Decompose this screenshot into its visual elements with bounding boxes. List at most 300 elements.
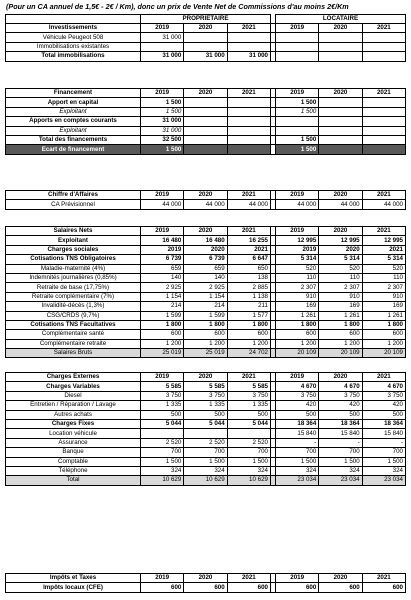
value-cell: 169 (362, 302, 405, 311)
value-cell: 2 307 (275, 283, 318, 292)
value-cell: 910 (362, 292, 405, 301)
value-cell: 23 034 (362, 476, 405, 485)
year-header-cell: 2020 (319, 373, 362, 382)
value-cell: 169 (275, 302, 318, 311)
value-cell: 3 750 (275, 391, 318, 400)
value-cell: 138 (227, 273, 270, 282)
value-cell: 12 995 (319, 236, 362, 245)
year-header-cell: 2019 (275, 373, 318, 382)
value-cell: 1 500 (362, 457, 405, 466)
year-header-cell: 2019 (141, 574, 184, 583)
table-row (6, 429, 406, 438)
value-cell: 500 (362, 410, 405, 419)
value-cell: 44 000 (319, 200, 362, 209)
year-header-cell: 2021 (227, 373, 270, 382)
year-header-cell: 2021 (362, 574, 405, 583)
value-cell: 2021 (362, 245, 405, 254)
table-row (6, 438, 406, 447)
value-cell: 44 000 (184, 200, 227, 209)
row-label: Impôts et Taxes (6, 574, 141, 583)
value-cell: 1 200 (227, 339, 270, 348)
value-cell: 700 (275, 448, 318, 457)
row-label: Assurance (6, 438, 141, 447)
value-cell: 12 995 (275, 236, 318, 245)
row-label: Maladie-maternité (4%) (6, 264, 141, 273)
table-row (6, 264, 406, 273)
value-cell: 15 840 (275, 429, 318, 438)
value-cell: 18 364 (275, 419, 318, 428)
value-cell: 520 (319, 264, 362, 273)
value-cell: 31 000 (141, 126, 184, 135)
year-header-cell: 2021 (227, 227, 270, 236)
value-cell (362, 33, 405, 42)
table-row (6, 466, 406, 475)
year-header-cell: 2021 (362, 89, 405, 98)
value-cell: 110 (319, 273, 362, 282)
value-cell (319, 98, 362, 107)
value-cell: 110 (362, 273, 405, 282)
section-table-salaires (5, 226, 406, 358)
value-cell (184, 145, 227, 154)
table-row (6, 373, 406, 382)
value-cell: 1 500 (227, 457, 270, 466)
row-label: Véhicule Peugeot 508 (6, 33, 141, 42)
value-cell: 600 (141, 330, 184, 339)
value-cell (319, 135, 362, 144)
value-cell: 16 480 (184, 236, 227, 245)
year-header-cell: 2021 (362, 227, 405, 236)
row-label: Comptable (6, 457, 141, 466)
value-cell: 1 800 (275, 320, 318, 329)
table-row (6, 574, 406, 583)
value-cell: 20 109 (319, 349, 362, 358)
section-table-impots (5, 573, 406, 593)
year-header-cell: 2020 (184, 89, 227, 98)
value-cell (362, 107, 405, 116)
value-cell (227, 33, 270, 42)
row-label: Cotisations TNS Obligatoires (6, 255, 141, 264)
row-label: Entretien / Réparation / Lavage (6, 401, 141, 410)
value-cell: 324 (319, 466, 362, 475)
value-cell (275, 126, 318, 135)
row-label: Retraite complémentaire (7%) (6, 292, 141, 301)
value-cell: 44 000 (141, 200, 184, 209)
row-label: CA Prévisionnel (6, 200, 141, 209)
value-cell: 1 335 (227, 401, 270, 410)
table-row (6, 457, 406, 466)
value-cell: 600 (227, 583, 270, 592)
value-cell: 700 (141, 448, 184, 457)
row-label: Exploitant (6, 107, 141, 116)
value-cell: 2019 (141, 245, 184, 254)
value-cell: 32 500 (141, 135, 184, 144)
row-label: Exploitant (6, 126, 141, 135)
row-label: Ecart de financement (6, 145, 141, 154)
value-cell (319, 107, 362, 116)
section-table-financement (5, 88, 406, 155)
value-cell: 23 034 (319, 476, 362, 485)
value-cell: 10 629 (227, 476, 270, 485)
value-cell (319, 33, 362, 42)
value-cell: 5 314 (362, 255, 405, 264)
table-row (6, 391, 406, 400)
value-cell: 5 314 (319, 255, 362, 264)
row-label: Indemnités journalières (0,85%) (6, 273, 141, 282)
table-row (6, 255, 406, 264)
value-cell: 44 000 (227, 200, 270, 209)
value-cell: 15 840 (319, 429, 362, 438)
value-cell: 31 000 (141, 52, 184, 61)
table-row (6, 117, 406, 126)
value-cell: 1 154 (184, 292, 227, 301)
value-cell: 324 (362, 466, 405, 475)
value-cell (362, 52, 405, 61)
row-label: Investissements (6, 24, 141, 33)
row-label: Total (6, 476, 141, 485)
table-row (6, 273, 406, 282)
table-row (6, 200, 406, 209)
value-cell: 2021 (227, 245, 270, 254)
group-header-proprietaire: PROPRIETAIRE (141, 15, 271, 24)
value-cell (227, 145, 270, 154)
value-cell: 1 500 (275, 107, 318, 116)
row-label: Chiffre d'Affaires (6, 191, 141, 200)
value-cell: 5 585 (227, 382, 270, 391)
year-header-cell: 2019 (275, 89, 318, 98)
value-cell: 5 044 (227, 419, 270, 428)
value-cell: 1 200 (141, 339, 184, 348)
value-cell: 31 000 (227, 52, 270, 61)
value-cell: 1 154 (141, 292, 184, 301)
value-cell: 4 670 (275, 382, 318, 391)
year-header-cell: 2021 (362, 24, 405, 33)
value-cell: 2019 (275, 245, 318, 254)
value-cell: 1 500 (275, 145, 318, 154)
year-header-cell: 2020 (184, 191, 227, 200)
value-cell: 700 (319, 448, 362, 457)
value-cell: 600 (275, 330, 318, 339)
row-label: Exploitant (6, 236, 141, 245)
table-row (6, 419, 406, 428)
value-cell: 1 200 (319, 339, 362, 348)
value-cell: 3 750 (319, 391, 362, 400)
value-cell (319, 126, 362, 135)
value-cell: 1 261 (319, 311, 362, 320)
table-row (6, 330, 406, 339)
value-cell: 659 (141, 264, 184, 273)
year-header-cell: 2020 (184, 227, 227, 236)
year-header-cell: 2021 (227, 191, 270, 200)
value-cell: 3 750 (184, 391, 227, 400)
value-cell: 500 (227, 410, 270, 419)
value-cell: 16 255 (227, 236, 270, 245)
row-label: Financement (6, 89, 141, 98)
value-cell: 4 670 (362, 382, 405, 391)
year-header-cell: 2019 (141, 373, 184, 382)
value-cell: 140 (184, 273, 227, 282)
value-cell: 1 500 (275, 135, 318, 144)
value-cell: 1 261 (275, 311, 318, 320)
row-label: CSG/CRDS (9,7%) (6, 311, 141, 320)
row-label: Salaires Bruts (6, 349, 141, 358)
year-header-cell: 2019 (275, 227, 318, 236)
value-cell: 1 500 (184, 457, 227, 466)
table-row (6, 42, 406, 51)
table-row (6, 320, 406, 329)
table-row (6, 24, 406, 33)
value-cell (227, 98, 270, 107)
row-label: Location véhicule (6, 429, 141, 438)
table-row (6, 311, 406, 320)
row-label: Immobilisations existantes (6, 42, 141, 51)
table-row (6, 135, 406, 144)
row-label: Autres achats (6, 410, 141, 419)
value-cell: 520 (362, 264, 405, 273)
value-cell: 500 (184, 410, 227, 419)
value-cell: 3 750 (141, 391, 184, 400)
value-cell: 324 (275, 466, 318, 475)
table-row (6, 107, 406, 116)
value-cell: 700 (184, 448, 227, 457)
year-header-cell: 2019 (141, 89, 184, 98)
value-cell (362, 135, 405, 144)
table-row (6, 583, 406, 592)
value-cell: 1 800 (362, 320, 405, 329)
value-cell: 659 (184, 264, 227, 273)
year-header-cell: 2020 (319, 24, 362, 33)
value-cell (184, 98, 227, 107)
value-cell: 600 (275, 583, 318, 592)
value-cell: 6 739 (141, 255, 184, 264)
value-cell: 600 (184, 583, 227, 592)
table-row (6, 410, 406, 419)
value-cell: 16 480 (141, 236, 184, 245)
value-cell: 700 (227, 448, 270, 457)
table-row (6, 283, 406, 292)
value-cell: 700 (362, 448, 405, 457)
row-label: Apports en comptes courants (6, 117, 141, 126)
value-cell: 1 261 (362, 311, 405, 320)
year-header-cell: 2021 (227, 24, 270, 33)
year-header-cell: 2020 (319, 227, 362, 236)
value-cell: 2 885 (227, 283, 270, 292)
year-header-cell: 2021 (362, 373, 405, 382)
value-cell: 18 364 (319, 419, 362, 428)
year-header-cell: 2019 (275, 24, 318, 33)
value-cell: 650 (227, 264, 270, 273)
row-label: Retraite de base (17,75%) (6, 283, 141, 292)
value-cell (227, 135, 270, 144)
value-cell: 31 000 (141, 33, 184, 42)
value-cell (362, 117, 405, 126)
year-header-cell: 2019 (141, 227, 184, 236)
value-cell: 1 800 (227, 320, 270, 329)
table-row (6, 448, 406, 457)
value-cell: 1 200 (275, 339, 318, 348)
table-row (6, 302, 406, 311)
value-cell (362, 145, 405, 154)
value-cell: 31 000 (141, 117, 184, 126)
value-cell: 324 (141, 466, 184, 475)
value-cell: 910 (319, 292, 362, 301)
value-cell: 1 500 (141, 145, 184, 154)
value-cell: 169 (319, 302, 362, 311)
table-row (6, 236, 406, 245)
value-cell: 5 044 (184, 419, 227, 428)
value-cell: 500 (275, 410, 318, 419)
value-cell: 140 (141, 273, 184, 282)
value-cell: 110 (275, 273, 318, 282)
value-cell: 600 (362, 583, 405, 592)
value-cell: 1 138 (227, 292, 270, 301)
group-header-locataire: LOCATAIRE (275, 15, 405, 24)
value-cell: 324 (184, 466, 227, 475)
value-cell: 1 500 (275, 457, 318, 466)
value-cell: 1 800 (319, 320, 362, 329)
row-label: Complémentaire santé (6, 330, 141, 339)
value-cell: 6 647 (227, 255, 270, 264)
value-cell (275, 117, 318, 126)
value-cell: 3 750 (227, 391, 270, 400)
value-cell: 1 500 (141, 107, 184, 116)
value-cell: 2 307 (362, 283, 405, 292)
value-cell: 25 019 (184, 349, 227, 358)
value-cell: 600 (184, 330, 227, 339)
value-cell: 1 577 (227, 311, 270, 320)
value-cell: 2020 (184, 245, 227, 254)
value-cell: 5 585 (141, 382, 184, 391)
value-cell: 2 520 (184, 438, 227, 447)
value-cell: 6 739 (184, 255, 227, 264)
value-cell: 1 800 (184, 320, 227, 329)
table-row (6, 126, 406, 135)
value-cell: 31 000 (184, 52, 227, 61)
row-label: Cotisations TNS Facultatives (6, 320, 141, 329)
value-cell: 12 995 (362, 236, 405, 245)
row-label: Charges Variables (6, 382, 141, 391)
value-cell: 1 500 (275, 98, 318, 107)
value-cell: 1 500 (319, 457, 362, 466)
value-cell (227, 126, 270, 135)
table-row (6, 145, 406, 154)
year-header-cell: 2020 (184, 373, 227, 382)
value-cell (184, 126, 227, 135)
value-cell (227, 42, 270, 51)
table-row (6, 98, 406, 107)
value-cell: 500 (141, 410, 184, 419)
value-cell: 10 629 (141, 476, 184, 485)
value-cell (319, 42, 362, 51)
year-header-cell: 2019 (275, 191, 318, 200)
row-label: Diesel (6, 391, 141, 400)
table-row (6, 227, 406, 236)
value-cell (141, 429, 184, 438)
value-cell: 10 629 (184, 476, 227, 485)
year-header-cell: 2020 (319, 574, 362, 583)
table-row (6, 245, 406, 254)
value-cell: 600 (319, 583, 362, 592)
value-cell: 20 109 (362, 349, 405, 358)
row-label: Total immobilisations (6, 52, 141, 61)
row-label: Apport en capital (6, 98, 141, 107)
row-label: Charges sociales (6, 245, 141, 254)
value-cell (227, 117, 270, 126)
value-cell: 420 (275, 401, 318, 410)
value-cell: 1 200 (184, 339, 227, 348)
value-cell (275, 33, 318, 42)
year-header-cell: 2020 (319, 89, 362, 98)
value-cell: 520 (275, 264, 318, 273)
value-cell: 1 599 (141, 311, 184, 320)
value-cell (227, 429, 270, 438)
section-table-ca (5, 190, 406, 210)
value-cell: 2 520 (141, 438, 184, 447)
row-label: Invalidité-décès (1,3%) (6, 302, 141, 311)
value-cell: 4 670 (319, 382, 362, 391)
value-cell (362, 98, 405, 107)
row-label: Complémentaire retraite (6, 339, 141, 348)
year-header-cell: 2020 (184, 574, 227, 583)
value-cell (319, 145, 362, 154)
value-cell: 44 000 (362, 200, 405, 209)
value-cell: 1 335 (141, 401, 184, 410)
value-cell: 20 109 (275, 349, 318, 358)
row-label: Banque (6, 448, 141, 457)
table-row (6, 292, 406, 301)
value-cell (184, 117, 227, 126)
value-cell (184, 33, 227, 42)
table-row (6, 476, 406, 485)
value-cell: 1 599 (184, 311, 227, 320)
value-cell (362, 126, 405, 135)
row-label: Téléphone (6, 466, 141, 475)
value-cell: 420 (362, 401, 405, 410)
table-row (6, 33, 406, 42)
value-cell: 214 (184, 302, 227, 311)
value-cell: 1 800 (141, 320, 184, 329)
value-cell (275, 52, 318, 61)
value-cell (319, 117, 362, 126)
value-cell: 600 (319, 330, 362, 339)
value-cell (184, 42, 227, 51)
value-cell: 214 (141, 302, 184, 311)
page-title: (Pour un CA annuel de 1,5€ - 2€ / Km), donc un prix de Vente Net de Commissions d'au moins 2€/Km (6, 2, 349, 11)
value-cell: 324 (227, 466, 270, 475)
value-cell (362, 42, 405, 51)
row-label: Charges Fixes (6, 419, 141, 428)
value-cell: 600 (362, 330, 405, 339)
section-table-investissements (5, 23, 406, 62)
value-cell: 5 044 (141, 419, 184, 428)
year-header-cell: 2021 (227, 89, 270, 98)
table-row (6, 401, 406, 410)
value-cell: 15 840 (362, 429, 405, 438)
year-header-cell: 2019 (141, 191, 184, 200)
value-cell: 2 520 (227, 438, 270, 447)
value-cell: 1 500 (141, 98, 184, 107)
value-cell: 910 (275, 292, 318, 301)
value-cell: 2 307 (319, 283, 362, 292)
table-row (6, 339, 406, 348)
table-row (6, 89, 406, 98)
value-cell: 24 702 (227, 349, 270, 358)
table-row (6, 52, 406, 61)
row-label: Impôts locaux (CFE) (6, 583, 141, 592)
value-cell: 600 (227, 330, 270, 339)
value-cell: 18 364 (362, 419, 405, 428)
value-cell: 5 314 (275, 255, 318, 264)
table-row (6, 191, 406, 200)
